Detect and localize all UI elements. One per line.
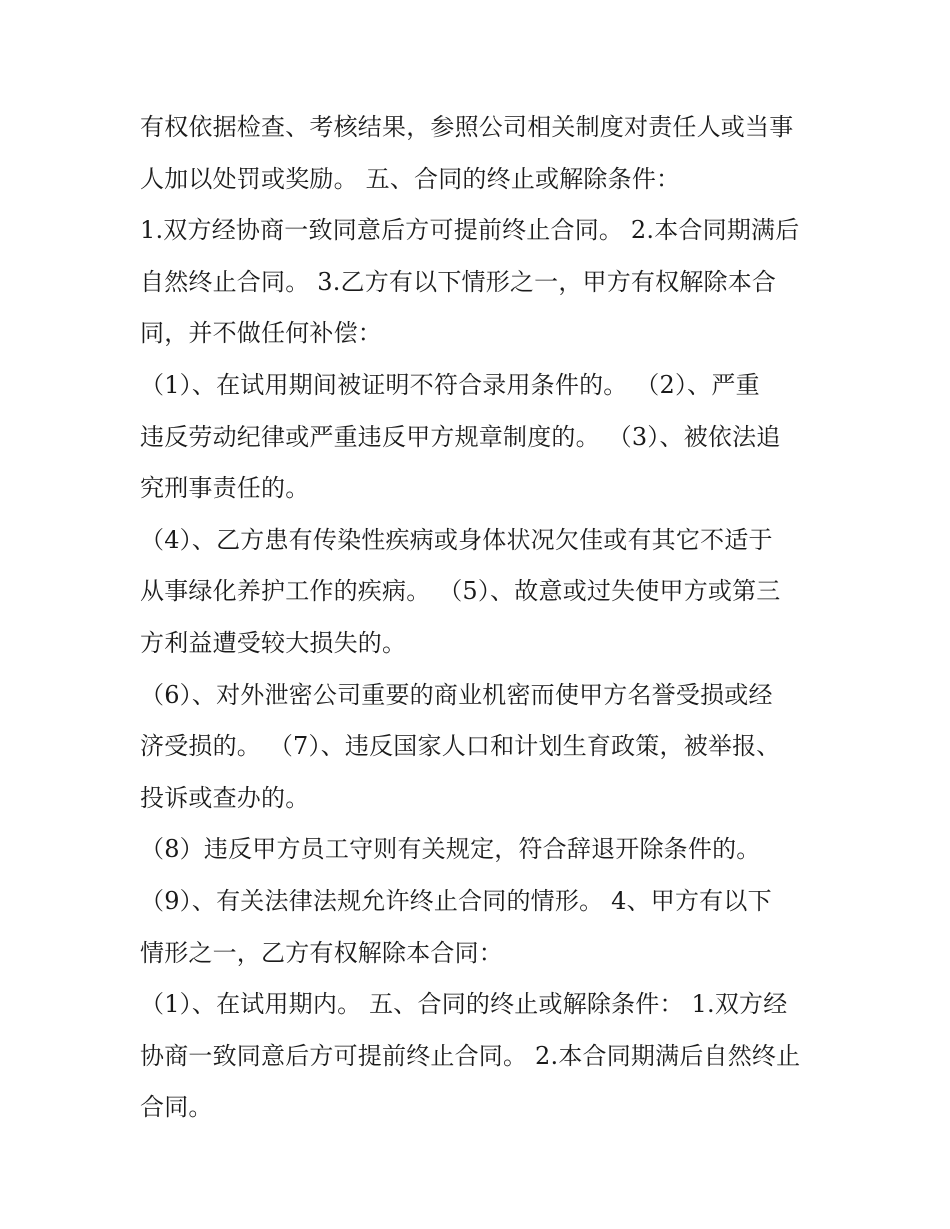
- text-line: 从事绿化养护工作的疾病。 （5）、故意或过失使甲方或第三: [140, 577, 781, 606]
- text-line: （6）、对外泄密公司重要的商业机密而使甲方名誉受损或经: [140, 680, 773, 709]
- text-line: 情形之一，乙方有权解除本合同：: [140, 938, 503, 967]
- text-line: 有权依据检查、考核结果，参照公司相关制度对责任人或当事: [140, 113, 794, 141]
- text-line: 协商一致同意后方可提前终止合同。 2.本合同期满后自然终止: [140, 1041, 801, 1070]
- text-line: 济受损的。 （7）、违反国家人口和计划生育政策，被举报、: [140, 732, 781, 761]
- text-line: （1）、在试用期间被证明不符合录用条件的。 （2）、严重: [140, 370, 760, 399]
- text-line: 人加以处罚或奖励。 五、合同的终止或解除条件：: [140, 164, 681, 193]
- text-line: （4）、乙方患有传染性疾病或身体状况欠佳或有其它不适于: [140, 525, 773, 554]
- text-line: 1.双方经协商一致同意后方可提前终止合同。 2.本合同期满后: [140, 216, 800, 245]
- text-line: 自然终止合同。 3.乙方有以下情形之一，甲方有权解除本合: [140, 267, 777, 296]
- text-line: 同，并不做任何补偿：: [140, 319, 382, 348]
- document-body: [140, 102, 820, 1134]
- text-line: 合同。: [140, 1093, 213, 1122]
- text-line: （8）违反甲方员工守则有关规定，符合辞退开除条件的。: [140, 835, 761, 864]
- text-line: （1）、在试用期内。 五、合同的终止或解除条件： 1.双方经: [140, 990, 788, 1019]
- text-line: 违反劳动纪律或严重违反甲方规章制度的。 （3）、被依法追: [140, 422, 781, 451]
- text-line: 方利益遭受较大损失的。: [140, 628, 407, 657]
- text-line: （9）、有关法律法规允许终止合同的情形。 4、甲方有以下: [140, 886, 772, 915]
- text-line: 究刑事责任的。: [140, 474, 310, 503]
- text-line: 投诉或查办的。: [140, 783, 310, 812]
